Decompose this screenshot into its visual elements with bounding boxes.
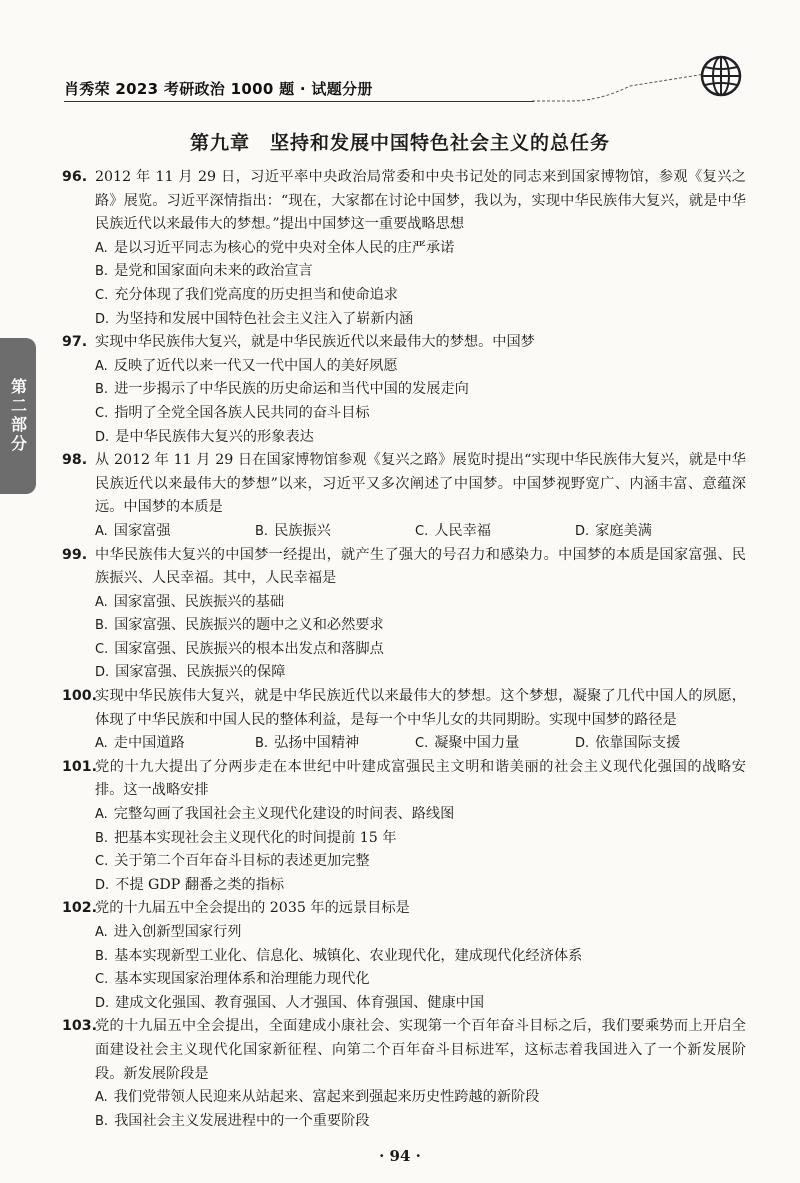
option	[95, 945, 746, 969]
option	[95, 638, 746, 662]
options	[62, 732, 746, 756]
question-stem	[62, 685, 746, 732]
globe-icon	[700, 55, 742, 97]
options	[62, 520, 746, 544]
question-number: 98.	[62, 452, 88, 469]
question-number: 101.	[62, 758, 98, 775]
option-text: 人民幸福	[434, 522, 491, 539]
options	[62, 355, 746, 449]
question-text: 实现中华民族伟大复兴，就是中华民族近代以来最伟大的梦想。中国梦	[95, 334, 535, 351]
option-text: 凝聚中国力量	[434, 735, 520, 752]
option	[95, 874, 746, 898]
question-text: 从 2012 年 11 月 29 日在国家博物馆参观《复兴之路》展览时提出“实现中华民族伟大复兴，就是中华民族近代以来最伟大的梦想”以来，习近平又多次阐述了中国梦。中国梦视野宽广、内涵丰富、意蕴深远。中国梦的本质是	[95, 452, 746, 516]
option-label: A.	[95, 807, 108, 823]
header-dashed-curve	[530, 72, 710, 102]
options	[62, 591, 746, 685]
option	[95, 378, 746, 402]
option-label: C.	[415, 736, 429, 752]
option-label: B.	[255, 736, 269, 752]
option	[95, 260, 746, 284]
option-label: C.	[415, 523, 429, 539]
option-label: D.	[95, 877, 110, 893]
option-text: 国家富强、民族振兴的保障	[115, 664, 286, 681]
option-label: A.	[95, 925, 108, 940]
options	[62, 1086, 746, 1133]
option	[95, 284, 746, 308]
option	[575, 520, 735, 544]
question-number: 99.	[62, 546, 88, 563]
book-title: 肖秀荣 2023 考研政治 1000 题 · 试题分册	[64, 80, 373, 98]
option-text: 为坚持和发展中国特色社会主义注入了崭新内涵	[115, 310, 414, 327]
options	[62, 803, 746, 897]
option-label: D.	[95, 311, 110, 327]
option-text: 充分体现了我们党高度的历史担当和使命追求	[114, 286, 398, 303]
question-stem	[62, 449, 746, 520]
option-text: 把基本实现社会主义现代化的时间提前 15 年	[114, 829, 397, 846]
question-text: 党的十九届五中全会提出，全面建成小康社会、实现第一个百年奋斗目标之后，我们要乘势而上开启全面建设社会主义现代化国家新征程、向第二个百年奋斗目标进军，这标志着我国进入了一个新发展阶段。新发展阶段是	[95, 1018, 746, 1082]
option-label: A.	[95, 358, 108, 374]
option	[95, 1110, 746, 1134]
option-text: 我们党带领人民迎来从站起来、富起来到强起来历史性跨越的新阶段	[113, 1089, 540, 1106]
question-1	[62, 331, 746, 449]
option-text: 是党和国家面向未来的政治宣言	[114, 263, 313, 280]
option-text: 国家富强、民族振兴的题中之义和必然要求	[114, 617, 384, 634]
question-3	[62, 544, 746, 686]
option	[95, 850, 746, 874]
option-text: 进一步揭示了中华民族的历史命运和当代中国的发展走向	[114, 381, 469, 398]
question-text: 党的十九届五中全会提出的 2035 年的远景目标是	[95, 900, 410, 917]
question-number: 97.	[62, 334, 88, 351]
option-text: 弘扬中国精神	[274, 735, 360, 752]
option-label: C.	[95, 641, 109, 657]
option	[95, 992, 746, 1016]
option-text: 家庭美满	[595, 522, 652, 539]
option-label: D.	[95, 429, 110, 445]
option-label: A.	[95, 240, 108, 256]
question-list	[62, 166, 746, 1133]
option-text: 反映了近代以来一代又一代中国人的美好夙愿	[113, 357, 398, 374]
option-text: 基本实现新型工业化、信息化、城镇化、农业现代化，建成现代化经济体系	[114, 947, 583, 964]
option-text: 是以习近平同志为核心的党中央对全体人民的庄严承诺	[113, 239, 455, 256]
option	[95, 827, 746, 851]
option	[255, 520, 415, 544]
page-header	[0, 0, 800, 120]
option	[95, 308, 746, 332]
option-text: 指明了全党全国各族人民共同的奋斗目标	[114, 404, 370, 421]
option-label: B.	[255, 523, 269, 539]
option	[95, 402, 746, 426]
option	[415, 520, 575, 544]
option-label: A.	[95, 1090, 108, 1106]
option-label: A.	[95, 594, 108, 610]
option-label: C.	[95, 854, 109, 870]
question-text: 中华民族伟大复兴的中国梦一经提出，就产生了强大的号召力和感染力。中国梦的本质是国家富强、民族振兴、人民幸福。其中，人民幸福是	[95, 546, 746, 587]
option-text: 是中华民族伟大复兴的形象表达	[115, 428, 314, 445]
option-label: A.	[95, 736, 108, 752]
option-text: 进入创新型国家行列	[113, 924, 242, 940]
option	[95, 426, 746, 450]
question-stem	[62, 166, 746, 237]
options	[62, 237, 746, 331]
option	[95, 614, 746, 638]
question-stem	[62, 1015, 746, 1086]
question-text: 党的十九大提出了分两步走在本世纪中叶建成富强民主文明和谐美丽的社会主义现代化强国的战略安排。这一战略安排	[95, 758, 746, 799]
option-text: 关于第二个百年奋斗目标的表述更加完整	[114, 853, 370, 870]
question-2	[62, 449, 746, 543]
option-label: C.	[95, 972, 109, 988]
question-text: 实现中华民族伟大复兴，就是中华民族近代以来最伟大的梦想。这个梦想，凝聚了几代中国人的夙愿，体现了中华民族和中国人民的整体利益，是每一个中华儿女的共同期盼。实现中国梦的路径是	[95, 688, 746, 728]
question-text: 2012 年 11 月 29 日，习近平率中央政治局常委和中央书记处的同志来到国家博物馆，参观《复兴之路》展览。习近平深情指出：“现在，大家都在讨论中国梦，我以为，实现中华民族伟大复兴，就是中华民族近代以来最伟大的梦想。”提出中国梦这一重要战略思想	[95, 169, 746, 233]
option-label: B.	[95, 618, 109, 634]
option-text: 国家富强	[113, 522, 171, 539]
option-label: A.	[95, 523, 108, 539]
option-label: D.	[95, 665, 110, 681]
option-label: B.	[95, 830, 109, 846]
option-text: 依靠国际支援	[595, 735, 681, 752]
question-7	[62, 1015, 746, 1133]
option-text: 我国社会主义发展进程中的一个重要阶段	[114, 1112, 370, 1129]
option	[255, 732, 415, 756]
question-stem	[62, 544, 746, 591]
option-label: C.	[95, 405, 109, 421]
option-text: 国家富强、民族振兴的根本出发点和落脚点	[114, 640, 384, 657]
options	[62, 921, 746, 1015]
option	[95, 1086, 746, 1110]
header-rule	[64, 101, 534, 102]
chapter-title: 第九章 坚持和发展中国特色社会主义的总任务	[189, 132, 610, 154]
question-4	[62, 685, 746, 756]
option-label: D.	[575, 523, 590, 539]
option-label: B.	[95, 948, 109, 964]
question-stem	[62, 897, 746, 921]
option-label: B.	[95, 1113, 109, 1129]
option	[95, 921, 746, 945]
option	[95, 520, 255, 544]
option-text: 民族振兴	[274, 522, 331, 539]
option-label: D.	[95, 995, 110, 1011]
option-label: D.	[575, 736, 590, 752]
option-label: B.	[95, 382, 109, 398]
option-text: 建成文化强国、教育强国、人才强国、体育强国、健康中国	[115, 994, 485, 1011]
question-number: 103.	[62, 1018, 98, 1035]
option	[95, 355, 746, 379]
question-number: 100.	[62, 688, 98, 705]
option-text: 基本实现国家治理体系和治理能力现代化	[114, 971, 370, 988]
option	[95, 237, 746, 261]
option-text: 完整勾画了我国社会主义现代化建设的时间表、路线图	[113, 806, 455, 823]
option	[415, 732, 575, 756]
question-0	[62, 166, 746, 331]
question-6	[62, 897, 746, 1015]
option	[95, 968, 746, 992]
question-5	[62, 756, 746, 898]
page-number: · 94 ·	[379, 1147, 421, 1165]
option-text: 不提 GDP 翻番之类的指标	[115, 876, 285, 893]
section-tab: 第二部分	[0, 338, 36, 494]
option	[95, 661, 746, 685]
option-label: C.	[95, 287, 109, 303]
question-stem	[62, 331, 746, 355]
option-label: B.	[95, 264, 109, 280]
option	[95, 732, 255, 756]
option	[95, 803, 746, 827]
question-number: 102.	[62, 900, 98, 917]
option	[575, 732, 735, 756]
option-text: 走中国道路	[113, 735, 185, 752]
option-text: 国家富强、民族振兴的基础	[113, 593, 285, 610]
question-stem	[62, 756, 746, 803]
question-number: 96.	[62, 169, 88, 185]
option	[95, 591, 746, 615]
